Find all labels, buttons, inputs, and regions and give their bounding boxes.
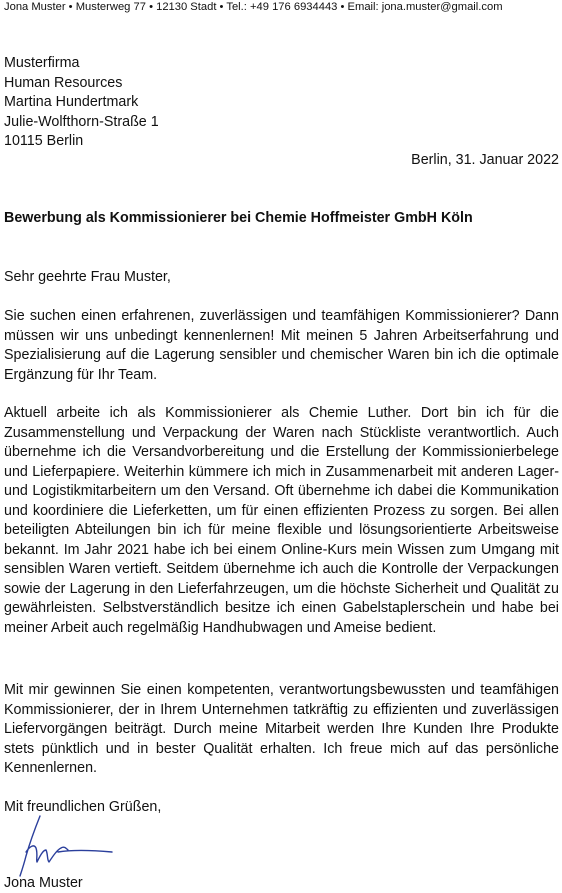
paragraph-intro: Sie suchen einen erfahrenen, zuverlässigen und teamfähigen Kommissionierer? Dann müssen wir uns unbedingt kennenlernen! Mit meinen 5 Jahren Arbeitserfahrung und Spezialisierung auf die Lagerung sensibler und chemischer Waren bin ich die optimale Ergänzung für Ihr Team. [4, 308, 559, 383]
handwritten-signature [0, 812, 120, 878]
recipient-contact-person: Martina Hundertmark [4, 94, 139, 110]
recipient-address-block [4, 54, 159, 152]
sender-contact-line: Jona Muster • Musterweg 77 • 12130 Stadt • Tel.: +49 176 6934443 • Email: jona.muster@gmail.com [4, 1, 503, 13]
closing-phrase: Mit freundlichen Grüßen, [4, 799, 162, 815]
letter-subject: Bewerbung als Kommissionierer bei Chemie Hoffmeister GmbH Köln [4, 210, 473, 226]
signature-stroke [20, 816, 112, 876]
letter-date: Berlin, 31. Januar 2022 [411, 152, 559, 168]
recipient-department: Human Resources [4, 74, 123, 91]
signer-name: Jona Muster [4, 875, 83, 891]
recipient-street: Julie-Wolfthorn-Straße 1 [4, 113, 159, 130]
paragraph-conclusion: Mit mir gewinnen Sie einen kompetenten, verantwortungsbewussten und teamfähigen Kommissionierer, der in Ihrem Unternehmen tatkräftig zu effizienten und zuverlässigen Liefervorgängen beiträgt. Durch meine Mitarbeit werden Ihre Kunden Ihre Produkte stets pünktlich und in bester Qualität erhalten. Ich freue mich auf das persönliche Kennenlernen. [4, 682, 559, 776]
salutation: Sehr geehrte Frau Muster, [4, 269, 171, 285]
paragraph-experience: Aktuell arbeite ich als Kommissionierer als Chemie Luther. Dort bin ich für die Zusammenstellung und Verpackung der Waren nach Stückliste verantwortlich. Auch übernehme ich die Versandvorbereitung und die Erstellung der Kommissionierbelege und Lieferpapiere. Weiterhin kümmere ich mich in Zusammenarbeit mit anderen Lager- und Logistikmitarbeitern um den Versand. Oft übernehme ich dabei die Kommunikation und koordiniere die Lieferketten, um für einen effizienten Prozess zu sorgen. Bei allen beteiligten Abteilungen bin ich für meine flexible und lösungsorientierte Arbeitsweise bekannt. Im Jahr 2021 habe ich bei einem Online-Kurs mein Wissen zum Umgang mit sensiblen Waren vertieft. Seitdem übernehme ich auch die Kontrolle der Verpackungen sowie der Lagerung in den Lieferfahrzeugen, um die höchste Sicherheit und Qualität zu gewährleisten. Selbstverständlich besitze ich einen Gabelstaplerschein und habe bei meiner Arbeit auch regelmäßig Handhubwagen und Ameise bedient. [4, 405, 559, 636]
recipient-city: 10115 Berlin [4, 133, 84, 149]
recipient-company: Musterfirma [4, 55, 80, 71]
